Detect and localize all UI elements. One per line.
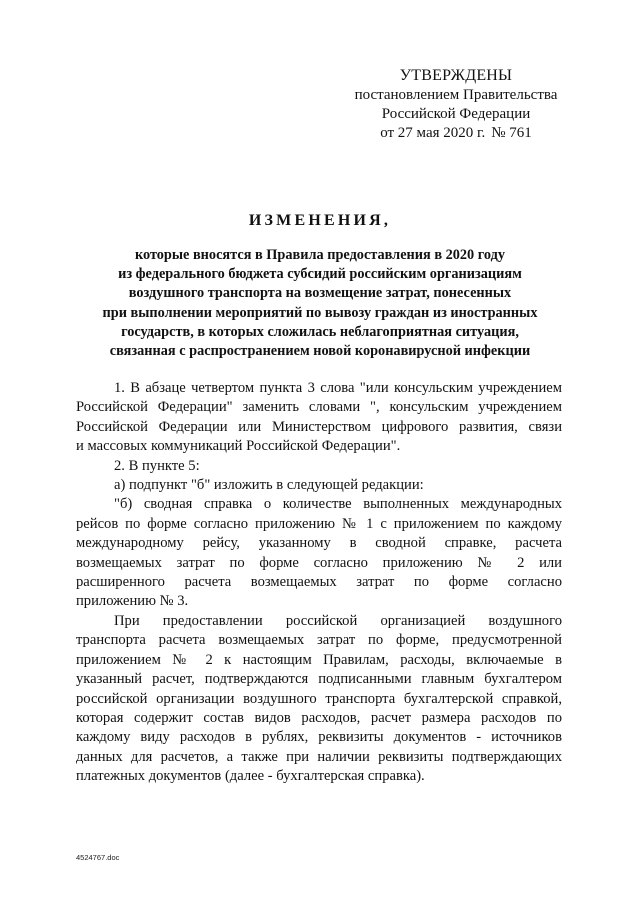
paragraph-3 (76, 476, 562, 495)
approval-heading: УТВЕРЖДЕНЫ (399, 67, 513, 84)
approval-line-government: постановлением Правительства (354, 87, 558, 103)
subtitle-line: из федерального бюджета субсидий российским организациям (118, 266, 522, 283)
paragraph-5 (76, 612, 562, 787)
paragraph-line: При предоставлении российской организацией воздушного (114, 612, 562, 629)
paragraph-line: расширенного расчета возмещаемых затрат по форме согласно (76, 574, 562, 591)
paragraph-2 (76, 457, 562, 476)
document-title-block (60, 212, 580, 361)
paragraph-line: российской организации воздушного транспорта бухгалтерской справкой, (76, 690, 562, 707)
document-title: ИЗМЕНЕНИЯ, (248, 212, 392, 229)
document-file-code: 4524767.doc (76, 853, 120, 862)
paragraph-line: приложением № 2 к настоящим Правилам, расходы, включаемые в (76, 651, 562, 668)
paragraph-line: и массовых коммуникаций Российской Федерации". (76, 438, 401, 455)
paragraph-line: а) подпункт "б" изложить в следующей редакции: (114, 477, 424, 494)
subtitle-line: воздушного транспорта на возмещение затрат, понесенных (128, 285, 512, 302)
paragraph-line: "б) сводная справка о количестве выполненных международных (114, 496, 562, 513)
paragraph-line: 2. В пункте 5: (114, 457, 200, 474)
approval-stamp (340, 66, 572, 143)
approval-date-line (340, 124, 572, 143)
paragraph-line: транспорта расчета возмещаемых затрат по форме, предусмотренной (76, 632, 562, 649)
paragraph-line: Российской Федерации" заменить словами ", консульским учреждением (76, 399, 562, 416)
document-body (76, 379, 562, 787)
paragraph-line: рейсов по форме согласно приложению № 1 с приложением по каждому (76, 515, 562, 532)
paragraph-line: данных для расчетов, а также при наличии реквизиты подтверждающих (76, 748, 562, 765)
paragraph-line: 1. В абзаце четвертом пункта 3 слова "или консульским учреждением (114, 380, 562, 396)
paragraph-1 (76, 379, 562, 457)
paragraph-line: возмещаемых затрат по форме согласно приложению № 2 или (76, 554, 562, 571)
subtitle-line: которые вносятся в Правила предоставления в 2020 году (134, 247, 506, 263)
approval-line-federation: Российской Федерации (381, 106, 531, 122)
subtitle-line: связанная с распространением новой коронавирусной инфекции (109, 343, 531, 360)
subtitle-line: государств, в которых сложилась неблагоприятная ситуация, (121, 323, 519, 340)
paragraph-line: международному рейсу, указанному в сводной справке, расчета (76, 535, 562, 552)
approval-date: от 27 мая 2020 г. (380, 125, 486, 141)
document-subtitle (60, 246, 580, 361)
paragraph-line: которая содержит состав видов расходов, расчет размера расходов по (76, 709, 562, 726)
subtitle-line: при выполнении мероприятий по вывозу граждан из иностранных (102, 304, 538, 321)
paragraph-line: указанный расчет, подтверждаются подписанными главным бухгалтером (76, 671, 562, 688)
paragraph-line: приложению № 3. (76, 593, 189, 610)
approval-number: № 761 (491, 125, 532, 141)
paragraph-line: платежных документов (далее - бухгалтерская справка). (76, 768, 425, 785)
paragraph-line: каждому виду расходов в рублях, реквизиты документов - источников (76, 729, 562, 746)
paragraph-line: Российской Федерации или Министерством цифрового развития, связи (76, 418, 562, 435)
paragraph-4 (76, 495, 562, 611)
